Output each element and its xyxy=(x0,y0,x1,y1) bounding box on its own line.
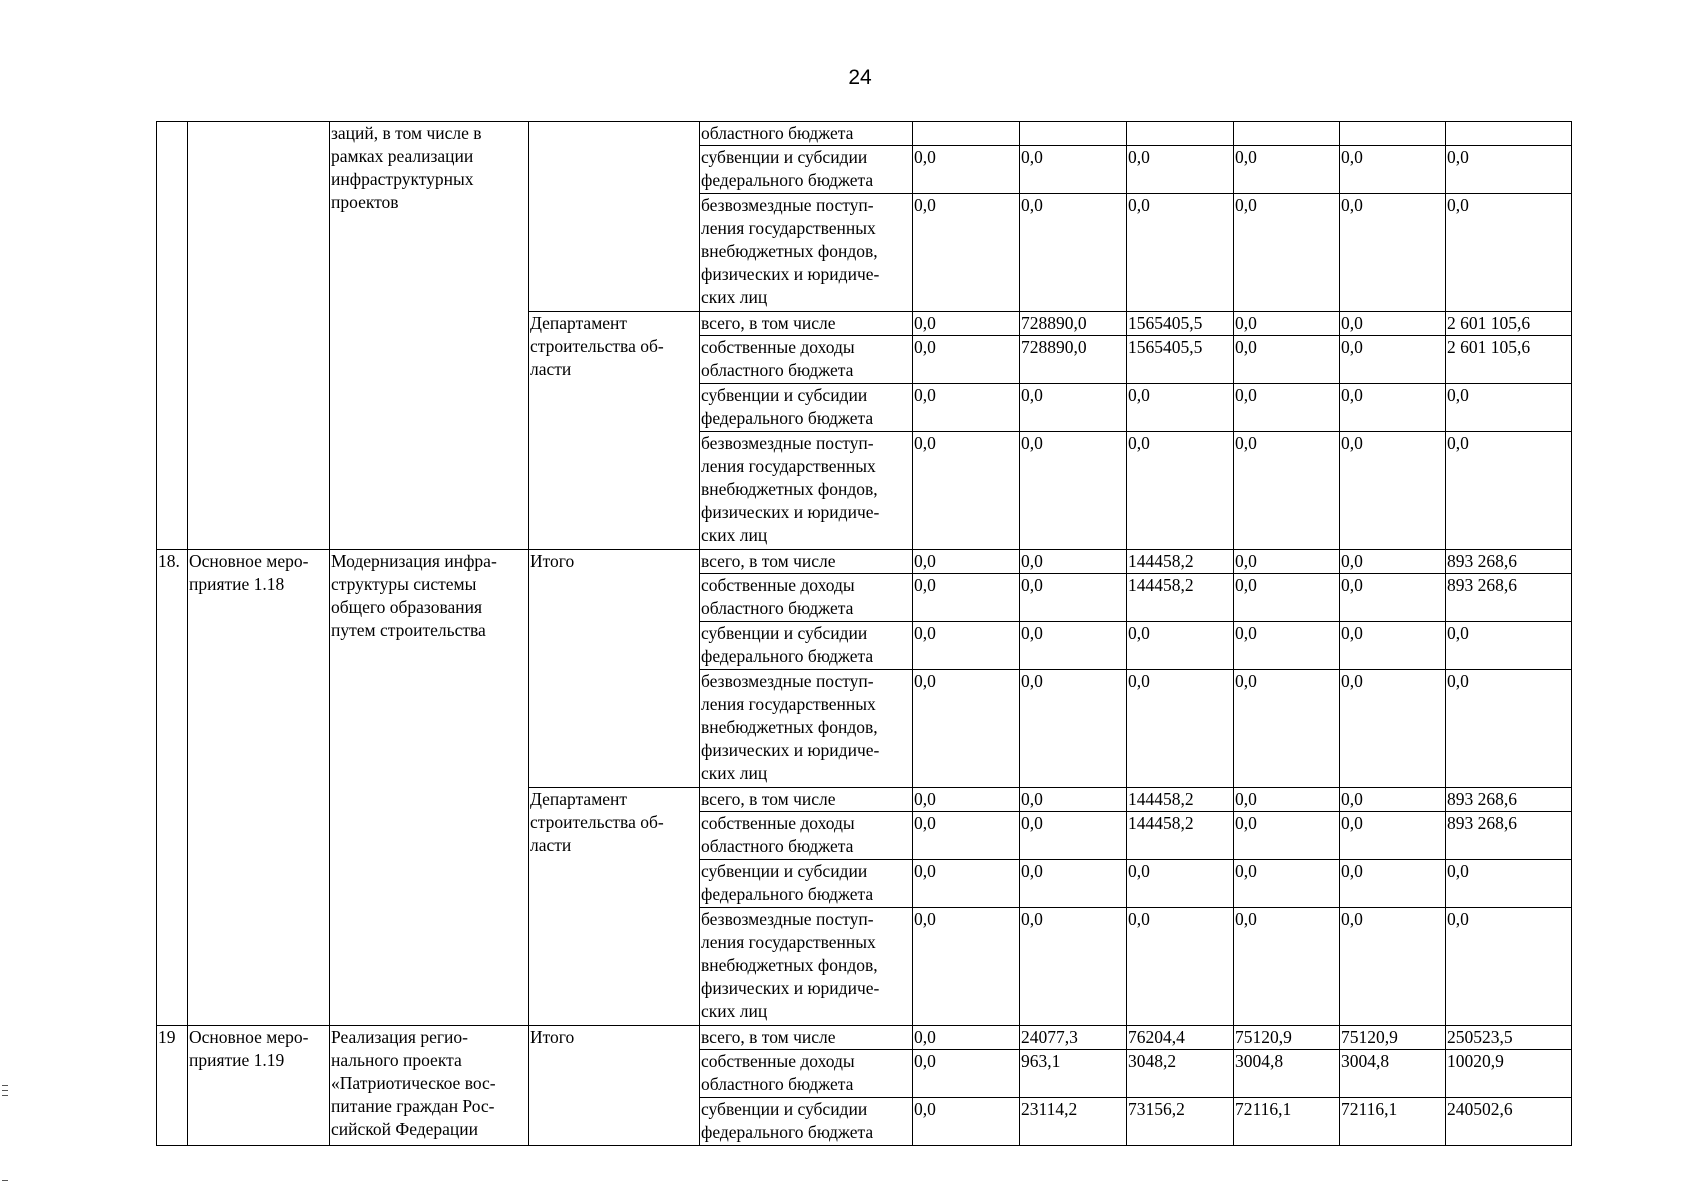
funding-source-cell: всего, в том числе xyxy=(700,1026,913,1050)
value-cell: 10020,9 xyxy=(1446,1050,1572,1098)
value-cell: 0,0 xyxy=(1446,622,1572,670)
value-cell: 0,0 xyxy=(1340,574,1446,622)
value-cell: 0,0 xyxy=(913,432,1020,550)
value-cell: 893 268,6 xyxy=(1446,550,1572,574)
value-cell: 23114,2 xyxy=(1020,1098,1127,1146)
value-cell: 0,0 xyxy=(1234,432,1340,550)
value-cell: 0,0 xyxy=(1234,860,1340,908)
value-cell: 0,0 xyxy=(913,550,1020,574)
value-cell: 893 268,6 xyxy=(1446,788,1572,812)
funding-source-cell: безвозмездные поступ-ления государственных внебюджетных фондов, физических и юридиче-ских лиц xyxy=(700,670,913,788)
value-cell: 893 268,6 xyxy=(1446,812,1572,860)
value-cell: 0,0 xyxy=(1234,550,1340,574)
value-cell: 3004,8 xyxy=(1340,1050,1446,1098)
executor-cell: Итого xyxy=(529,550,700,788)
value-cell: 0,0 xyxy=(913,1026,1020,1050)
value-cell xyxy=(1340,122,1446,146)
value-cell: 0,0 xyxy=(1340,384,1446,432)
value-cell: 0,0 xyxy=(913,908,1020,1026)
funding-source-cell: собственные доходы областного бюджета xyxy=(700,574,913,622)
value-cell: 0,0 xyxy=(913,812,1020,860)
value-cell: 250523,5 xyxy=(1446,1026,1572,1050)
value-cell: 0,0 xyxy=(1020,384,1127,432)
funding-source-cell: безвозмездные поступ-ления государственных внебюджетных фондов, физических и юридиче-ских лиц xyxy=(700,908,913,1026)
value-cell: 0,0 xyxy=(1234,384,1340,432)
measure-name-cell: Модернизация инфра-структуры системы общего образования путем строительства xyxy=(330,550,529,1026)
row-number-cell: 19 xyxy=(157,1026,188,1146)
value-cell: 144458,2 xyxy=(1127,574,1234,622)
value-cell: 144458,2 xyxy=(1127,812,1234,860)
value-cell: 0,0 xyxy=(1234,146,1340,194)
value-cell xyxy=(913,122,1020,146)
value-cell: 0,0 xyxy=(1127,670,1234,788)
value-cell: 0,0 xyxy=(913,146,1020,194)
value-cell: 0,0 xyxy=(1340,788,1446,812)
funding-source-cell: субвенции и субсидии федерального бюджета xyxy=(700,860,913,908)
value-cell: 0,0 xyxy=(913,1098,1020,1146)
table-row xyxy=(157,122,1572,146)
budget-table xyxy=(156,121,1572,1146)
value-cell: 73156,2 xyxy=(1127,1098,1234,1146)
value-cell: 0,0 xyxy=(1446,860,1572,908)
value-cell: 0,0 xyxy=(1020,146,1127,194)
value-cell xyxy=(1234,122,1340,146)
value-cell: 75120,9 xyxy=(1234,1026,1340,1050)
value-cell: 0,0 xyxy=(1234,194,1340,312)
margin-mark xyxy=(2,1180,8,1181)
value-cell: 0,0 xyxy=(1127,860,1234,908)
funding-source-cell: собственные доходы областного бюджета xyxy=(700,336,913,384)
value-cell: 0,0 xyxy=(1127,194,1234,312)
value-cell: 0,0 xyxy=(1340,146,1446,194)
funding-source-cell: всего, в том числе xyxy=(700,550,913,574)
measure-name-cell: Реализация регио-нального проекта «Патриотическое вос-питание граждан Рос-сийской Федерации xyxy=(330,1026,529,1146)
value-cell: 0,0 xyxy=(1234,622,1340,670)
value-cell xyxy=(1446,122,1572,146)
value-cell: 0,0 xyxy=(1234,336,1340,384)
value-cell: 76204,4 xyxy=(1127,1026,1234,1050)
value-cell: 0,0 xyxy=(913,384,1020,432)
value-cell: 0,0 xyxy=(1340,550,1446,574)
value-cell: 0,0 xyxy=(1234,574,1340,622)
value-cell: 0,0 xyxy=(1127,146,1234,194)
value-cell: 963,1 xyxy=(1020,1050,1127,1098)
value-cell: 0,0 xyxy=(913,194,1020,312)
value-cell: 0,0 xyxy=(1340,908,1446,1026)
value-cell: 1565405,5 xyxy=(1127,336,1234,384)
value-cell: 0,0 xyxy=(1127,622,1234,670)
value-cell: 0,0 xyxy=(1340,312,1446,336)
value-cell: 0,0 xyxy=(1020,788,1127,812)
value-cell: 0,0 xyxy=(1020,432,1127,550)
value-cell: 893 268,6 xyxy=(1446,574,1572,622)
value-cell: 0,0 xyxy=(913,336,1020,384)
value-cell: 0,0 xyxy=(1446,670,1572,788)
page-number: 24 xyxy=(848,66,872,89)
value-cell: 0,0 xyxy=(1234,670,1340,788)
row-number-cell: 18. xyxy=(157,550,188,1026)
table-row xyxy=(157,1026,1572,1050)
value-cell: 0,0 xyxy=(1446,432,1572,550)
value-cell: 72116,1 xyxy=(1340,1098,1446,1146)
value-cell: 0,0 xyxy=(1020,670,1127,788)
funding-source-cell: безвозмездные поступ-ления государственных внебюджетных фондов, физических и юридиче-ских лиц xyxy=(700,432,913,550)
value-cell: 0,0 xyxy=(1340,194,1446,312)
status-cell xyxy=(188,122,330,550)
value-cell: 24077,3 xyxy=(1020,1026,1127,1050)
value-cell: 0,0 xyxy=(913,860,1020,908)
value-cell: 0,0 xyxy=(1446,146,1572,194)
value-cell: 0,0 xyxy=(1340,812,1446,860)
value-cell: 0,0 xyxy=(913,312,1020,336)
value-cell: 0,0 xyxy=(1020,574,1127,622)
margin-mark xyxy=(2,1090,8,1091)
funding-source-cell: всего, в том числе xyxy=(700,788,913,812)
status-cell: Основное меро-приятие 1.19 xyxy=(188,1026,330,1146)
executor-cell: Департамент строительства об-ласти xyxy=(529,312,700,550)
value-cell: 0,0 xyxy=(913,788,1020,812)
value-cell: 0,0 xyxy=(1127,384,1234,432)
table-body xyxy=(157,122,1572,1146)
value-cell: 72116,1 xyxy=(1234,1098,1340,1146)
status-cell: Основное меро-приятие 1.18 xyxy=(188,550,330,1026)
value-cell: 2 601 105,6 xyxy=(1446,336,1572,384)
value-cell: 144458,2 xyxy=(1127,788,1234,812)
value-cell xyxy=(1127,122,1234,146)
funding-source-cell: собственные доходы областного бюджета xyxy=(700,1050,913,1098)
value-cell xyxy=(1020,122,1127,146)
value-cell: 0,0 xyxy=(1340,336,1446,384)
value-cell: 0,0 xyxy=(1127,908,1234,1026)
funding-source-cell: областного бюджета xyxy=(700,122,913,146)
value-cell: 0,0 xyxy=(1446,194,1572,312)
value-cell: 0,0 xyxy=(1340,860,1446,908)
value-cell: 0,0 xyxy=(1234,908,1340,1026)
value-cell: 0,0 xyxy=(1234,788,1340,812)
measure-name-cell: заций, в том числе в рамках реализации инфраструктурных проектов xyxy=(330,122,529,550)
value-cell: 0,0 xyxy=(1020,860,1127,908)
value-cell: 728890,0 xyxy=(1020,336,1127,384)
value-cell: 75120,9 xyxy=(1340,1026,1446,1050)
funding-source-cell: субвенции и субсидии федерального бюджета xyxy=(700,1098,913,1146)
margin-mark xyxy=(2,1095,8,1096)
value-cell: 0,0 xyxy=(1020,194,1127,312)
funding-source-cell: субвенции и субсидии федерального бюджета xyxy=(700,146,913,194)
value-cell: 3004,8 xyxy=(1234,1050,1340,1098)
row-number-cell xyxy=(157,122,188,550)
funding-source-cell: субвенции и субсидии федерального бюджета xyxy=(700,622,913,670)
value-cell: 0,0 xyxy=(913,574,1020,622)
value-cell: 0,0 xyxy=(913,1050,1020,1098)
value-cell: 0,0 xyxy=(913,622,1020,670)
funding-source-cell: субвенции и субсидии федерального бюджета xyxy=(700,384,913,432)
executor-cell: Итого xyxy=(529,1026,700,1146)
value-cell: 1565405,5 xyxy=(1127,312,1234,336)
value-cell: 0,0 xyxy=(1234,312,1340,336)
value-cell: 0,0 xyxy=(1446,908,1572,1026)
executor-cell xyxy=(529,122,700,312)
funding-source-cell: безвозмездные поступ-ления государственных внебюджетных фондов, физических и юридиче-ских лиц xyxy=(700,194,913,312)
value-cell: 240502,6 xyxy=(1446,1098,1572,1146)
value-cell: 728890,0 xyxy=(1020,312,1127,336)
value-cell: 144458,2 xyxy=(1127,550,1234,574)
value-cell: 0,0 xyxy=(1127,432,1234,550)
funding-source-cell: всего, в том числе xyxy=(700,312,913,336)
table-row xyxy=(157,550,1572,574)
value-cell: 0,0 xyxy=(1020,908,1127,1026)
value-cell: 2 601 105,6 xyxy=(1446,312,1572,336)
value-cell: 0,0 xyxy=(1340,670,1446,788)
margin-mark xyxy=(2,1085,8,1086)
value-cell: 3048,2 xyxy=(1127,1050,1234,1098)
value-cell: 0,0 xyxy=(1340,622,1446,670)
executor-cell: Департамент строительства об-ласти xyxy=(529,788,700,1026)
value-cell: 0,0 xyxy=(1020,622,1127,670)
value-cell: 0,0 xyxy=(1020,812,1127,860)
value-cell: 0,0 xyxy=(1020,550,1127,574)
value-cell: 0,0 xyxy=(1234,812,1340,860)
value-cell: 0,0 xyxy=(1446,384,1572,432)
funding-source-cell: собственные доходы областного бюджета xyxy=(700,812,913,860)
value-cell: 0,0 xyxy=(1340,432,1446,550)
value-cell: 0,0 xyxy=(913,670,1020,788)
